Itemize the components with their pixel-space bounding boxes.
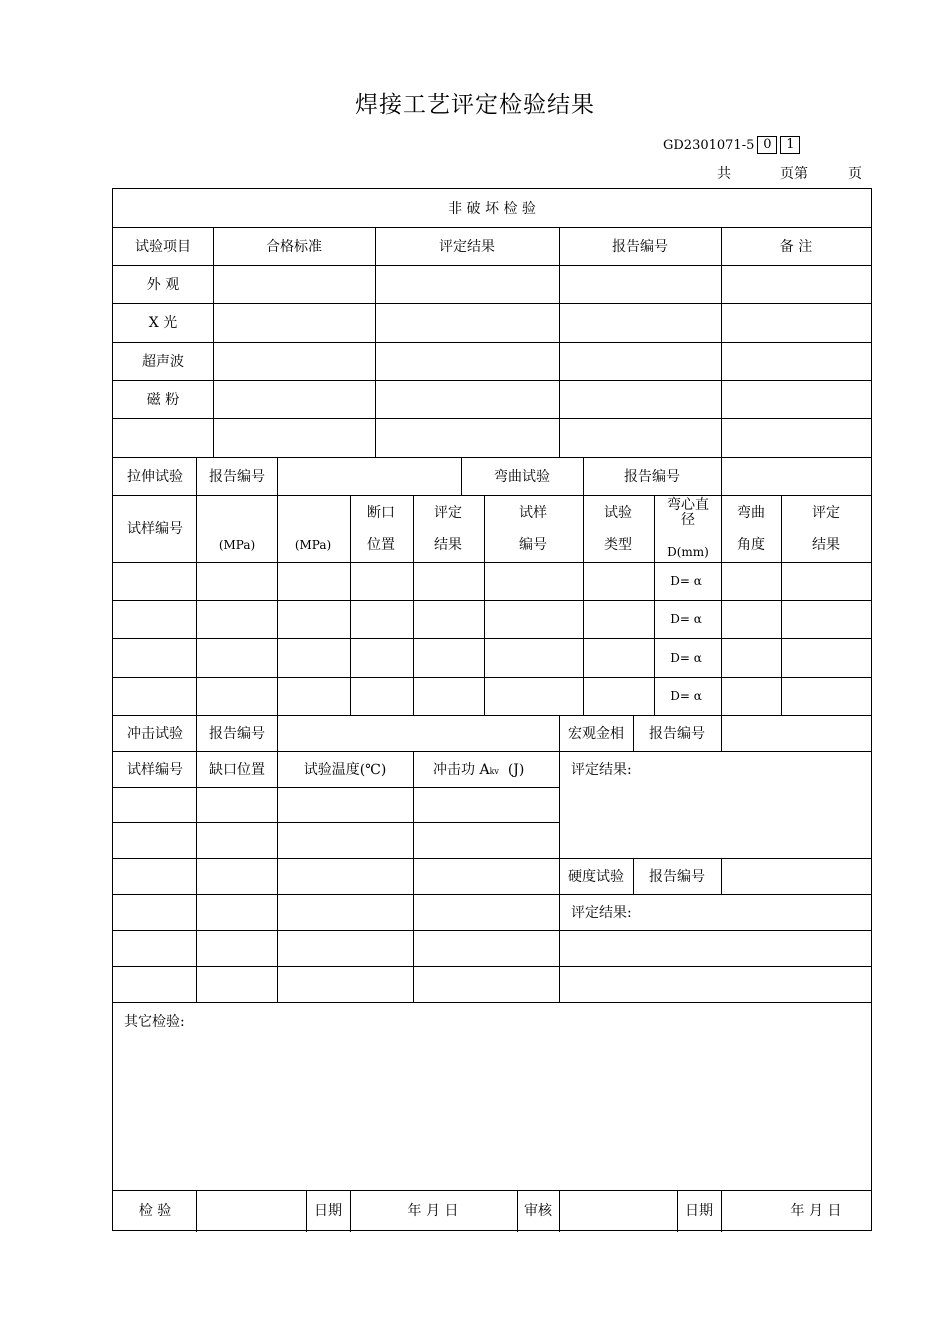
review-date-label: 日期 xyxy=(685,1203,713,1219)
document-number xyxy=(663,136,800,154)
ndt-header-standard: 合格标准 xyxy=(266,239,322,255)
tensile-specimen-no-header: 试样编号 xyxy=(127,521,183,537)
revision-box-1: 0 xyxy=(757,136,777,154)
hardness-test-label: 硬度试验 xyxy=(568,869,624,885)
tensile-report-no-label: 报告编号 xyxy=(209,469,265,485)
ndt-header-report: 报告编号 xyxy=(612,239,668,255)
notch-position-header: 缺口位置 xyxy=(209,762,265,778)
macro-report-no-label: 报告编号 xyxy=(649,726,705,742)
bend-type-header-line2: 类型 xyxy=(604,537,632,553)
ndt-section-title: 非 破 坏 检 验 xyxy=(448,201,536,217)
tensile-test-label: 拉伸试验 xyxy=(127,469,183,485)
ndt-header-item: 试验项目 xyxy=(135,239,191,255)
bend-diameter-header-line1: 弯心直 xyxy=(667,497,709,513)
bend-result-header-line2: 结果 xyxy=(812,537,840,553)
bend-result-header-line1: 评定 xyxy=(812,505,840,521)
ndt-row-ultrasonic: 超声波 xyxy=(142,354,184,370)
page-end-label: 页 xyxy=(848,166,862,182)
impact-energy-label: 冲击功 A xyxy=(433,762,490,778)
review-date-ymd: 年 月 日 xyxy=(790,1203,842,1219)
ndt-header-remark: 备 注 xyxy=(779,239,813,255)
revision-box-2: 1 xyxy=(780,136,800,154)
ndt-header-result: 评定结果 xyxy=(439,239,495,255)
ndt-row-magnetic: 磁 粉 xyxy=(146,392,180,408)
bend-test-label: 弯曲试验 xyxy=(494,469,550,485)
bend-sample-header-line2: 编号 xyxy=(519,537,547,553)
bend-report-no-label: 报告编号 xyxy=(624,469,680,485)
fracture-header-line1: 断口 xyxy=(367,505,395,521)
page-number-label: 页第 xyxy=(780,166,808,182)
ndt-row-xray: X 光 xyxy=(148,315,178,331)
macro-label: 宏观金相 xyxy=(568,726,624,742)
hardness-eval-result: 评定结果: xyxy=(571,905,632,921)
page-total-label: 共 xyxy=(717,166,731,182)
page-title: 焊接工艺评定检验结果 xyxy=(355,92,595,118)
tensile-eval-header-line2: 结果 xyxy=(434,537,462,553)
bend-d-alpha-2: D= α xyxy=(670,612,702,626)
tensile-mpa-header-1: (MPa) xyxy=(218,538,256,552)
impact-specimen-no-header: 试样编号 xyxy=(127,762,183,778)
impact-energy-header xyxy=(433,763,524,777)
bend-diameter-header-line3: D(mm) xyxy=(667,545,709,559)
inspect-date-label: 日期 xyxy=(314,1203,342,1219)
inspection-table xyxy=(112,188,872,1231)
inspector-label: 检 验 xyxy=(138,1203,172,1219)
ndt-row-visual: 外 观 xyxy=(146,277,180,293)
test-temperature-header: 试验温度(℃) xyxy=(303,762,387,778)
hardness-report-no-label: 报告编号 xyxy=(649,869,705,885)
bend-angle-header-line2: 角度 xyxy=(737,537,765,553)
bend-diameter-header-line2: 径 xyxy=(681,512,695,528)
impact-energy-subscript: kv xyxy=(489,767,499,776)
fracture-header-line2: 位置 xyxy=(367,537,395,553)
other-inspection-label: 其它检验: xyxy=(124,1014,185,1030)
tensile-mpa-header-2: (MPa) xyxy=(294,538,332,552)
document-code: GD2301071-5 xyxy=(663,137,755,153)
bend-sample-header-line1: 试样 xyxy=(519,505,547,521)
bend-type-header-line1: 试验 xyxy=(604,505,632,521)
impact-report-no-label: 报告编号 xyxy=(209,726,265,742)
impact-test-label: 冲击试验 xyxy=(127,726,183,742)
bend-d-alpha-4: D= α xyxy=(670,689,702,703)
reviewer-label: 审核 xyxy=(524,1203,552,1219)
bend-d-alpha-3: D= α xyxy=(670,651,702,665)
bend-angle-header-line1: 弯曲 xyxy=(737,505,765,521)
macro-eval-result: 评定结果: xyxy=(571,762,632,778)
inspect-date-ymd: 年 月 日 xyxy=(407,1203,459,1219)
bend-d-alpha-1: D= α xyxy=(670,574,702,588)
impact-energy-unit: (J) xyxy=(507,762,525,778)
tensile-eval-header-line1: 评定 xyxy=(434,505,462,521)
